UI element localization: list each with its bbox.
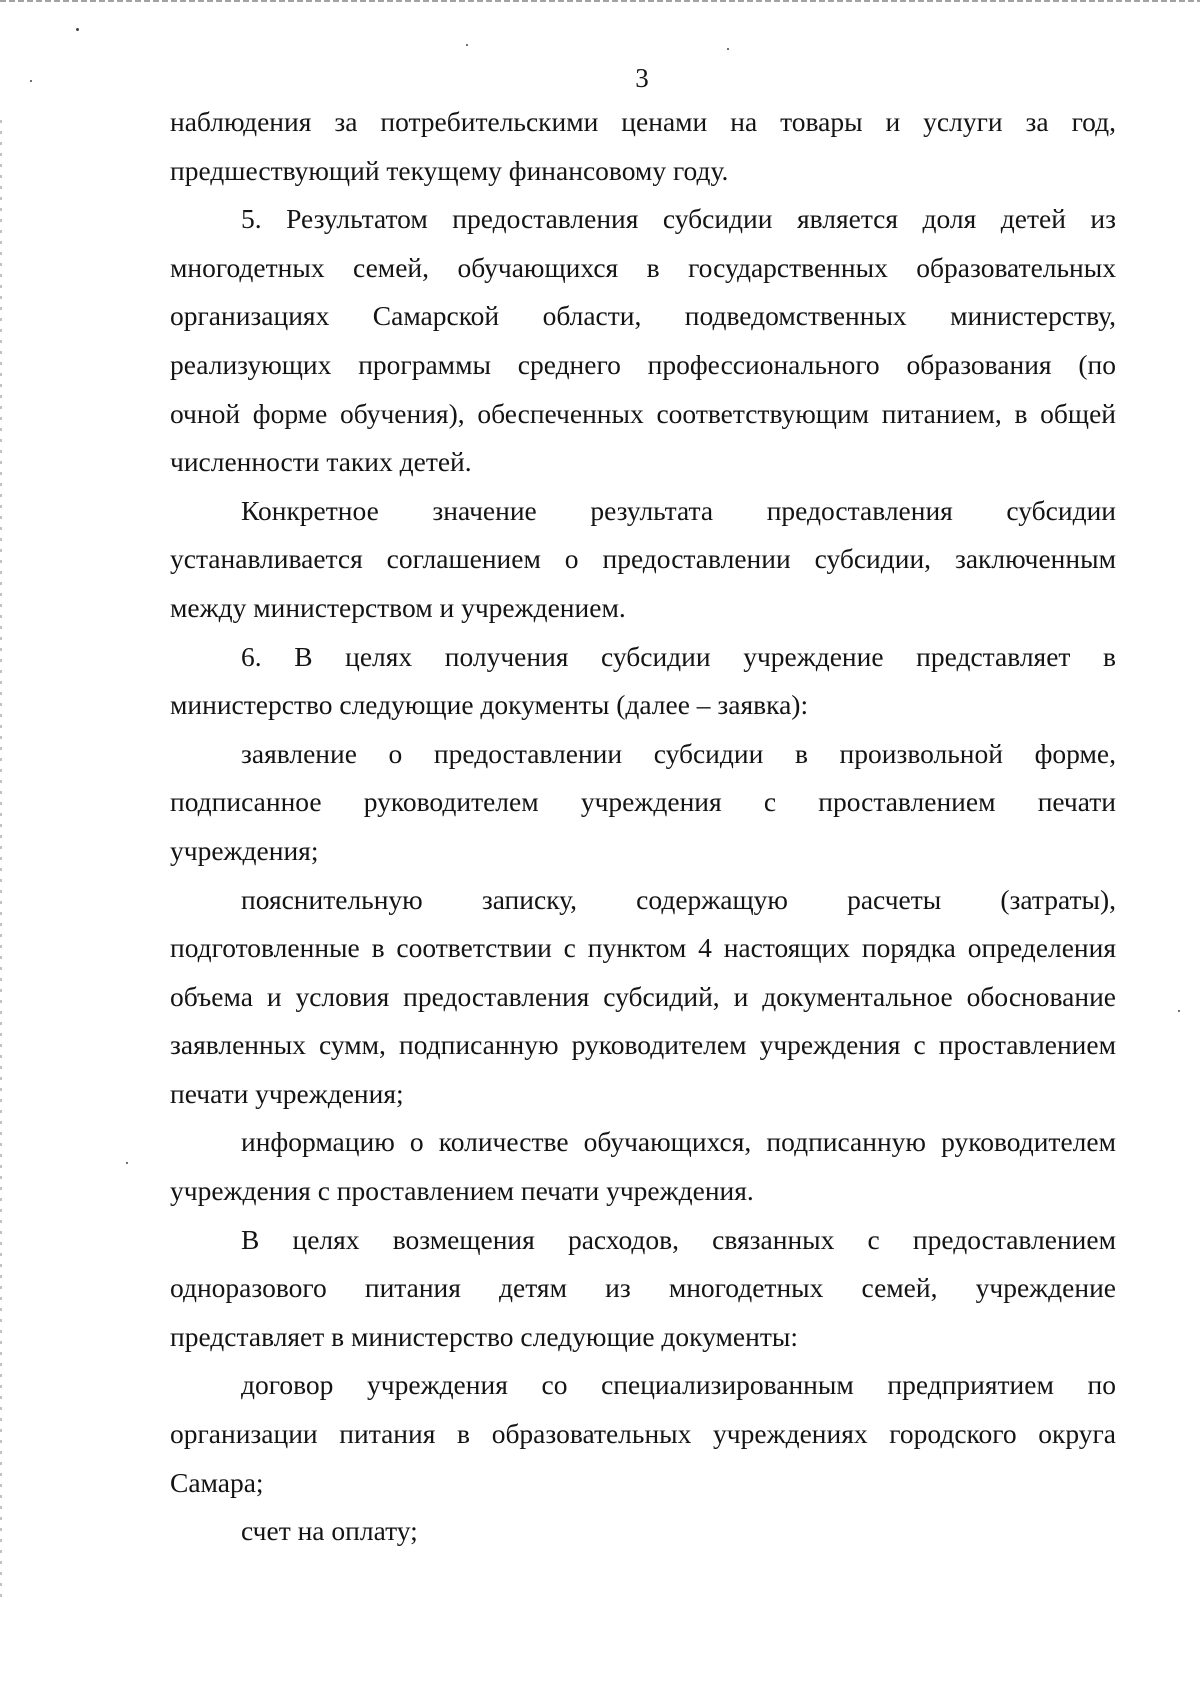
document-body — [170, 98, 1116, 1556]
text-line: наблюдения за потребительскими ценами на товары и услуги за год, — [170, 106, 1116, 137]
paragraph — [170, 633, 1116, 730]
text-line: заявленных сумм, подписанную руководителем учреждения с проставлением — [170, 1029, 1116, 1061]
paragraph — [170, 1507, 1116, 1556]
page-number: 3 — [635, 63, 649, 93]
text-line: организации питания в образовательных учреждениях городского округа — [170, 1418, 1116, 1450]
text-line: многодетных семей, обучающихся в государственных образовательных — [170, 251, 1116, 283]
text-line: очной форме обучения), обеспеченных соответствующим питанием, в общей — [170, 397, 1116, 429]
text-line: устанавливается соглашением о предоставлении субсидии, заключенным — [170, 543, 1116, 575]
paragraph — [170, 1361, 1116, 1507]
text-line: одноразового питания детям из многодетных семей, учреждение — [170, 1272, 1116, 1304]
paragraph — [170, 195, 1116, 487]
paragraph — [170, 730, 1116, 876]
text-line: представляет в министерство следующие документы: — [170, 1320, 798, 1352]
text-line: 5. Результатом предоставления субсидии является доля детей из — [241, 203, 1116, 235]
scan-speck — [727, 48, 729, 50]
text-line: подготовленные в соответствии с пунктом 4 настоящих порядка определения — [170, 932, 1116, 964]
paragraph — [170, 1118, 1116, 1215]
text-line: пояснительную записку, содержащую расчеты (затраты), — [241, 883, 1116, 915]
text-line: Конкретное значение результата предоставления субсидии — [241, 494, 1116, 526]
text-line: объема и условия предоставления субсидий, и документальное обоснование — [170, 980, 1116, 1012]
text-line: подписанное руководителем учреждения с проставлением печати — [170, 786, 1116, 818]
text-line: организациях Самарской области, подведомственных министерству, — [170, 300, 1116, 332]
text-line: между министерством и учреждением. — [170, 591, 626, 623]
scan-speck — [466, 44, 468, 46]
text-line: учреждения; — [170, 834, 319, 866]
text-line: численности таких детей. — [170, 446, 472, 478]
text-line: 6. В целях получения субсидии учреждение представляет в — [241, 640, 1116, 672]
text-line: предшествующий текущему финансовому году. — [170, 154, 729, 186]
text-line: реализующих программы среднего профессионального образования (по — [170, 348, 1116, 380]
text-line: информацию о количестве обучающихся, подписанную руководителем — [241, 1126, 1116, 1158]
paragraph — [170, 1216, 1116, 1362]
text-line: В целях возмещения расходов, связанных с предоставлением — [241, 1223, 1116, 1255]
scan-speck — [126, 1162, 128, 1164]
paragraph — [170, 876, 1116, 1119]
text-line: Самара; — [170, 1466, 264, 1498]
paragraph — [170, 487, 1116, 633]
text-line: заявление о предоставлении субсидии в произвольной форме, — [241, 737, 1116, 769]
scan-top-edge — [0, 0, 1200, 2]
paragraph — [170, 98, 1116, 195]
text-line: печати учреждения; — [170, 1077, 404, 1109]
scan-speck — [76, 28, 79, 31]
text-line: счет на оплату; — [241, 1515, 418, 1547]
scan-left-edge — [0, 120, 2, 1600]
text-line: договор учреждения со специализированным предприятием по — [241, 1369, 1116, 1401]
text-line: министерство следующие документы (далее – заявка): — [170, 689, 809, 721]
scan-speck — [1178, 1010, 1180, 1012]
scan-speck — [30, 80, 32, 82]
text-line: учреждения с проставлением печати учреждения. — [170, 1175, 754, 1207]
